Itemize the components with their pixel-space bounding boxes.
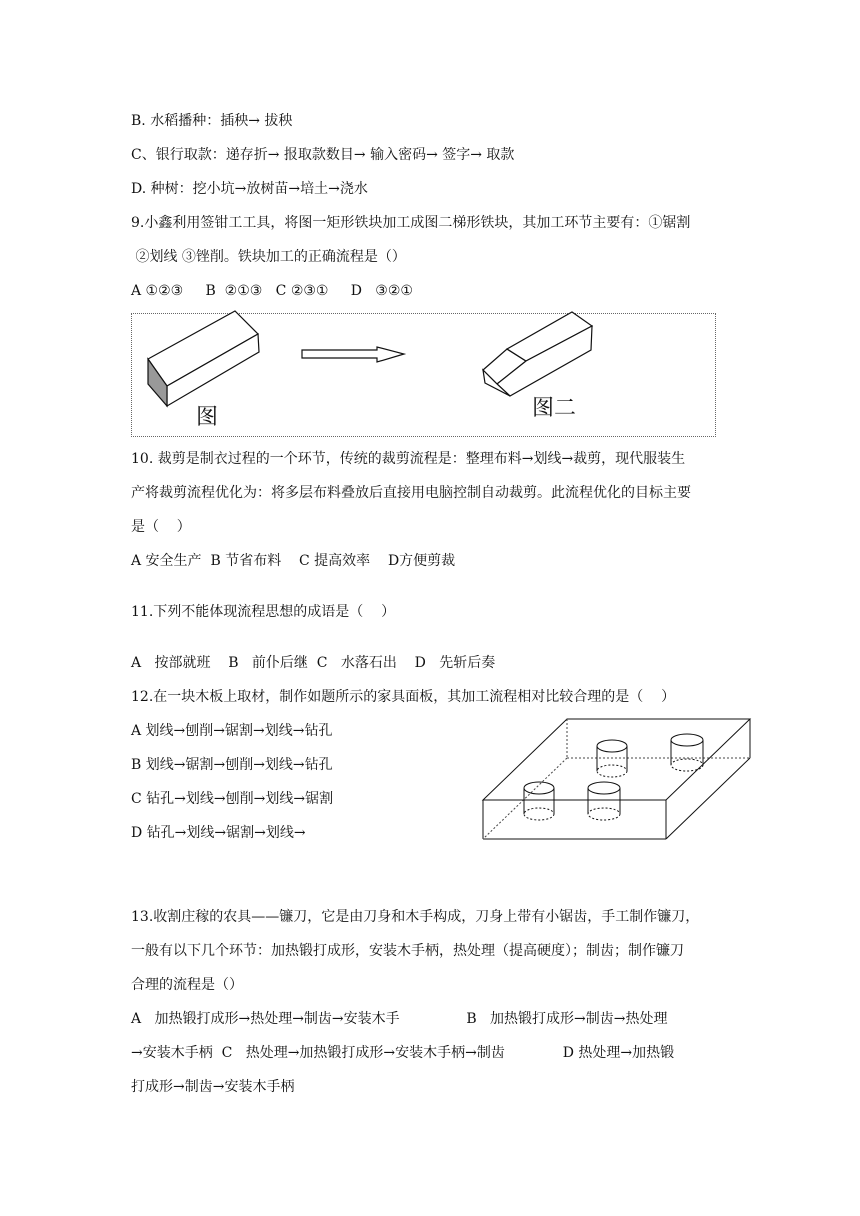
q9-options: A ①②③ B ②①③ C ②③① D ③②① <box>131 283 413 299</box>
hole-4 <box>588 782 620 820</box>
q13-stem-line3: 合理的流程是（） <box>131 977 243 993</box>
q11-options: A 按部就班 B 前仆后继 C 水落石出 D 先斩后奏 <box>131 655 496 671</box>
q10-stem-line3: 是（ ） <box>131 519 191 535</box>
q12-stem: 12.在一块木板上取材，制作如题所示的家具面板，其加工流程相对比较合理的是（ ） <box>131 689 676 705</box>
figure1-label: 图 <box>196 405 219 430</box>
q12-panel-figure <box>480 716 780 846</box>
q8-option-d: D. 种树：挖小坑→放树苗→培土→浇水 <box>131 181 368 197</box>
q9-stem-line1: 9.小鑫利用签钳工工具，将图一矩形铁块加工成图二梯形铁块，其加工环节主要有：①锯割 <box>131 215 691 231</box>
q11-stem: 11.下列不能体现流程思想的成语是（ ） <box>131 604 396 620</box>
q9-stem-line2: ②划线 ③锉削。铁块加工的正确流程是（） <box>131 249 406 265</box>
q8-option-c: C、银行取款：递存折→ 报取款数目→ 输入密码→ 签字→ 取款 <box>131 147 515 163</box>
q12-option-a: A 划线→刨削→锯割→划线→钻孔 <box>131 723 333 739</box>
hole-3 <box>524 782 554 820</box>
hole-2 <box>671 734 703 771</box>
q8-option-b: B. 水稻播种：插秧→ 拔秧 <box>131 113 293 129</box>
q9-figure-box <box>131 313 716 437</box>
q13-options-line1: A 加热锻打成形→热处理→制齿→安装木手 B 加热锻打成形→制齿→热处理 <box>131 1011 668 1027</box>
panel-top-face <box>483 719 750 800</box>
q10-stem-line2: 产将裁剪流程优化为：将多层布料叠放后直接用电脑控制自动裁剪。此流程优化的目标主要 <box>131 485 691 501</box>
q9-figure-drawing <box>132 314 717 438</box>
q12-option-d: D 钻孔→划线→锯割→划线→ <box>131 825 306 841</box>
q13-stem-line1: 13.收割庄稼的农具——镰刀，它是由刀身和木手构成，刀身上带有小锯齿，手工制作镰刀， <box>131 909 700 925</box>
q13-options-line3: 打成形→制齿→安装木手柄 <box>131 1079 295 1095</box>
q13-options-line2: →安装木手柄 C 热处理→加热锻打成形→安装木手柄→制齿 D 热处理→加热锻 <box>131 1045 675 1061</box>
q12-option-b: B 划线→锯割→刨削→划线→钻孔 <box>131 757 333 773</box>
q10-stem-line1: 10. 裁剪是制衣过程的一个环节，传统的裁剪流程是：整理布料→划线→裁剪，现代服装生 <box>131 451 686 467</box>
q10-options: A 安全生产 B 节省布料 C 提高效率 D方便剪裁 <box>131 553 456 569</box>
panel-edge <box>666 758 750 839</box>
figure2-label: 图二 <box>532 396 577 421</box>
q13-stem-line2: 一般有以下几个环节：加热锻打成形，安装木手柄，热处理（提高硬度）；制齿；制作镰刀 <box>131 943 684 959</box>
q12-option-c: C 钻孔→划线→刨削→划线→锯割 <box>131 791 334 807</box>
arrow-icon <box>302 347 404 362</box>
